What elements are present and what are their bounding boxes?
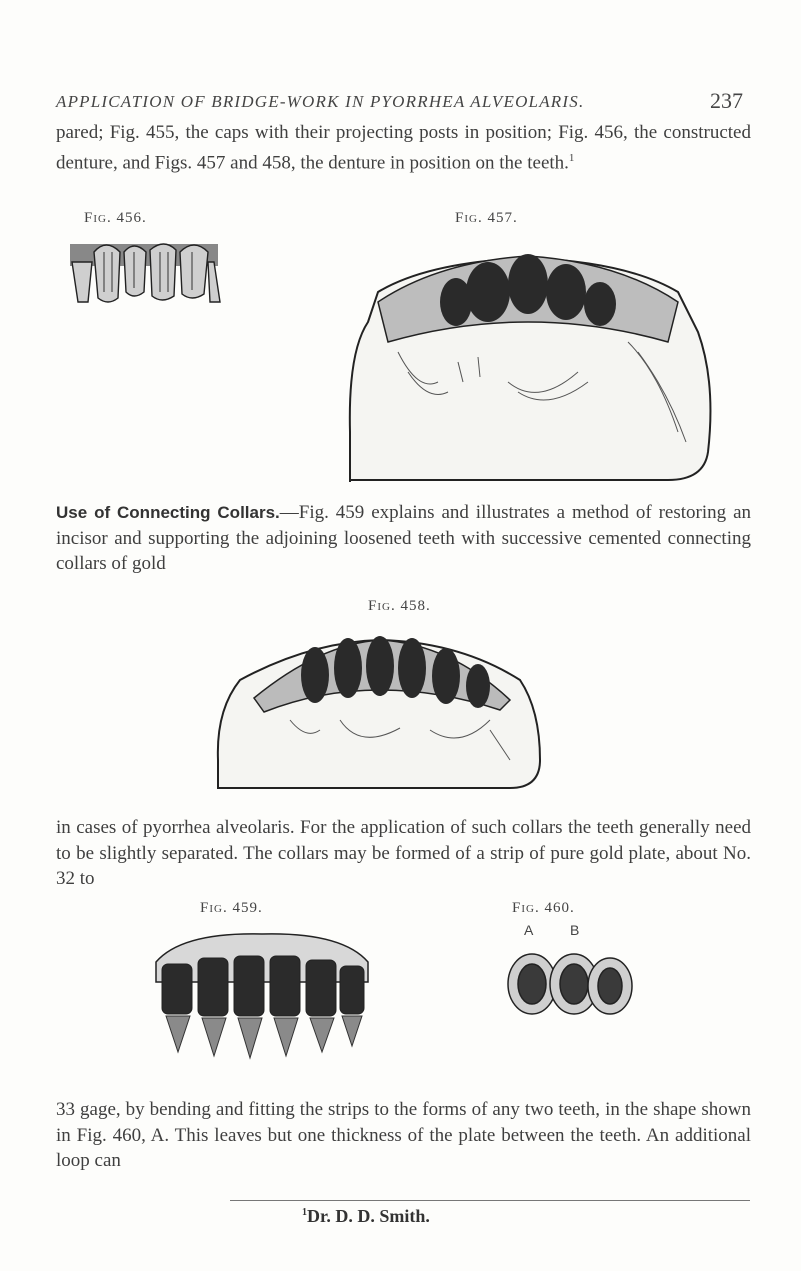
section-heading-connecting-collars: Use of Connecting Collars. <box>56 503 280 522</box>
running-head: APPLICATION OF BRIDGE-WORK IN PYORRHEA ALVEOLARIS. <box>56 92 585 111</box>
fig-458-denture-illustration <box>210 620 550 790</box>
paragraph-1 <box>56 120 751 175</box>
fig-456-caption: Fig. 456. <box>84 210 147 226</box>
fig-460-label-b: B <box>570 922 580 938</box>
fig-459-collar-illustration <box>142 922 382 1062</box>
fig-458-caption: Fig. 458. <box>368 598 431 614</box>
paragraph-2-text: —Fig. 459 explains and illustrates a method of restoring an incisor and supporting the adjoining loosened teeth with successive cemented connecting collars of gold <box>56 502 751 574</box>
paragraph-1-text: pared; Fig. 455, the caps with their projecting posts in position; Fig. 456, the constructed denture, and Figs. 457 and 458, the denture in position on the teeth. <box>56 122 751 173</box>
paragraph-3: in cases of pyorrhea alveolaris. For the application of such collars the teeth generally need to be slightly separated. The collars may be formed of a strip of pure gold plate, about No. 32 to <box>56 817 751 889</box>
fig-459-caption: Fig. 459. <box>200 900 263 916</box>
fig-457-denture-in-position-illustration <box>338 232 718 482</box>
paragraph-4: 33 gage, by bending and fitting the strips to the forms of any two teeth, in the shape shown in Fig. 460, A. This leaves but one thickness of the plate between the teeth. An additional loop can <box>56 1099 751 1171</box>
fig-456-denture-illustration <box>64 232 224 312</box>
footnote <box>302 1206 430 1227</box>
footnote-text: Dr. D. D. Smith. <box>307 1206 430 1226</box>
paragraph-2 <box>56 500 751 577</box>
footnote-reference: 1 <box>568 151 575 164</box>
footnote-mark: 1 <box>302 1207 307 1218</box>
fig-460-caption: Fig. 460. <box>512 900 575 916</box>
page-number: 237 <box>710 88 743 113</box>
fig-457-caption: Fig. 457. <box>455 210 518 226</box>
footnote-rule <box>230 1200 750 1201</box>
fig-460-label-a: A <box>524 922 534 938</box>
fig-460-collar-forms-illustration <box>498 940 638 1030</box>
